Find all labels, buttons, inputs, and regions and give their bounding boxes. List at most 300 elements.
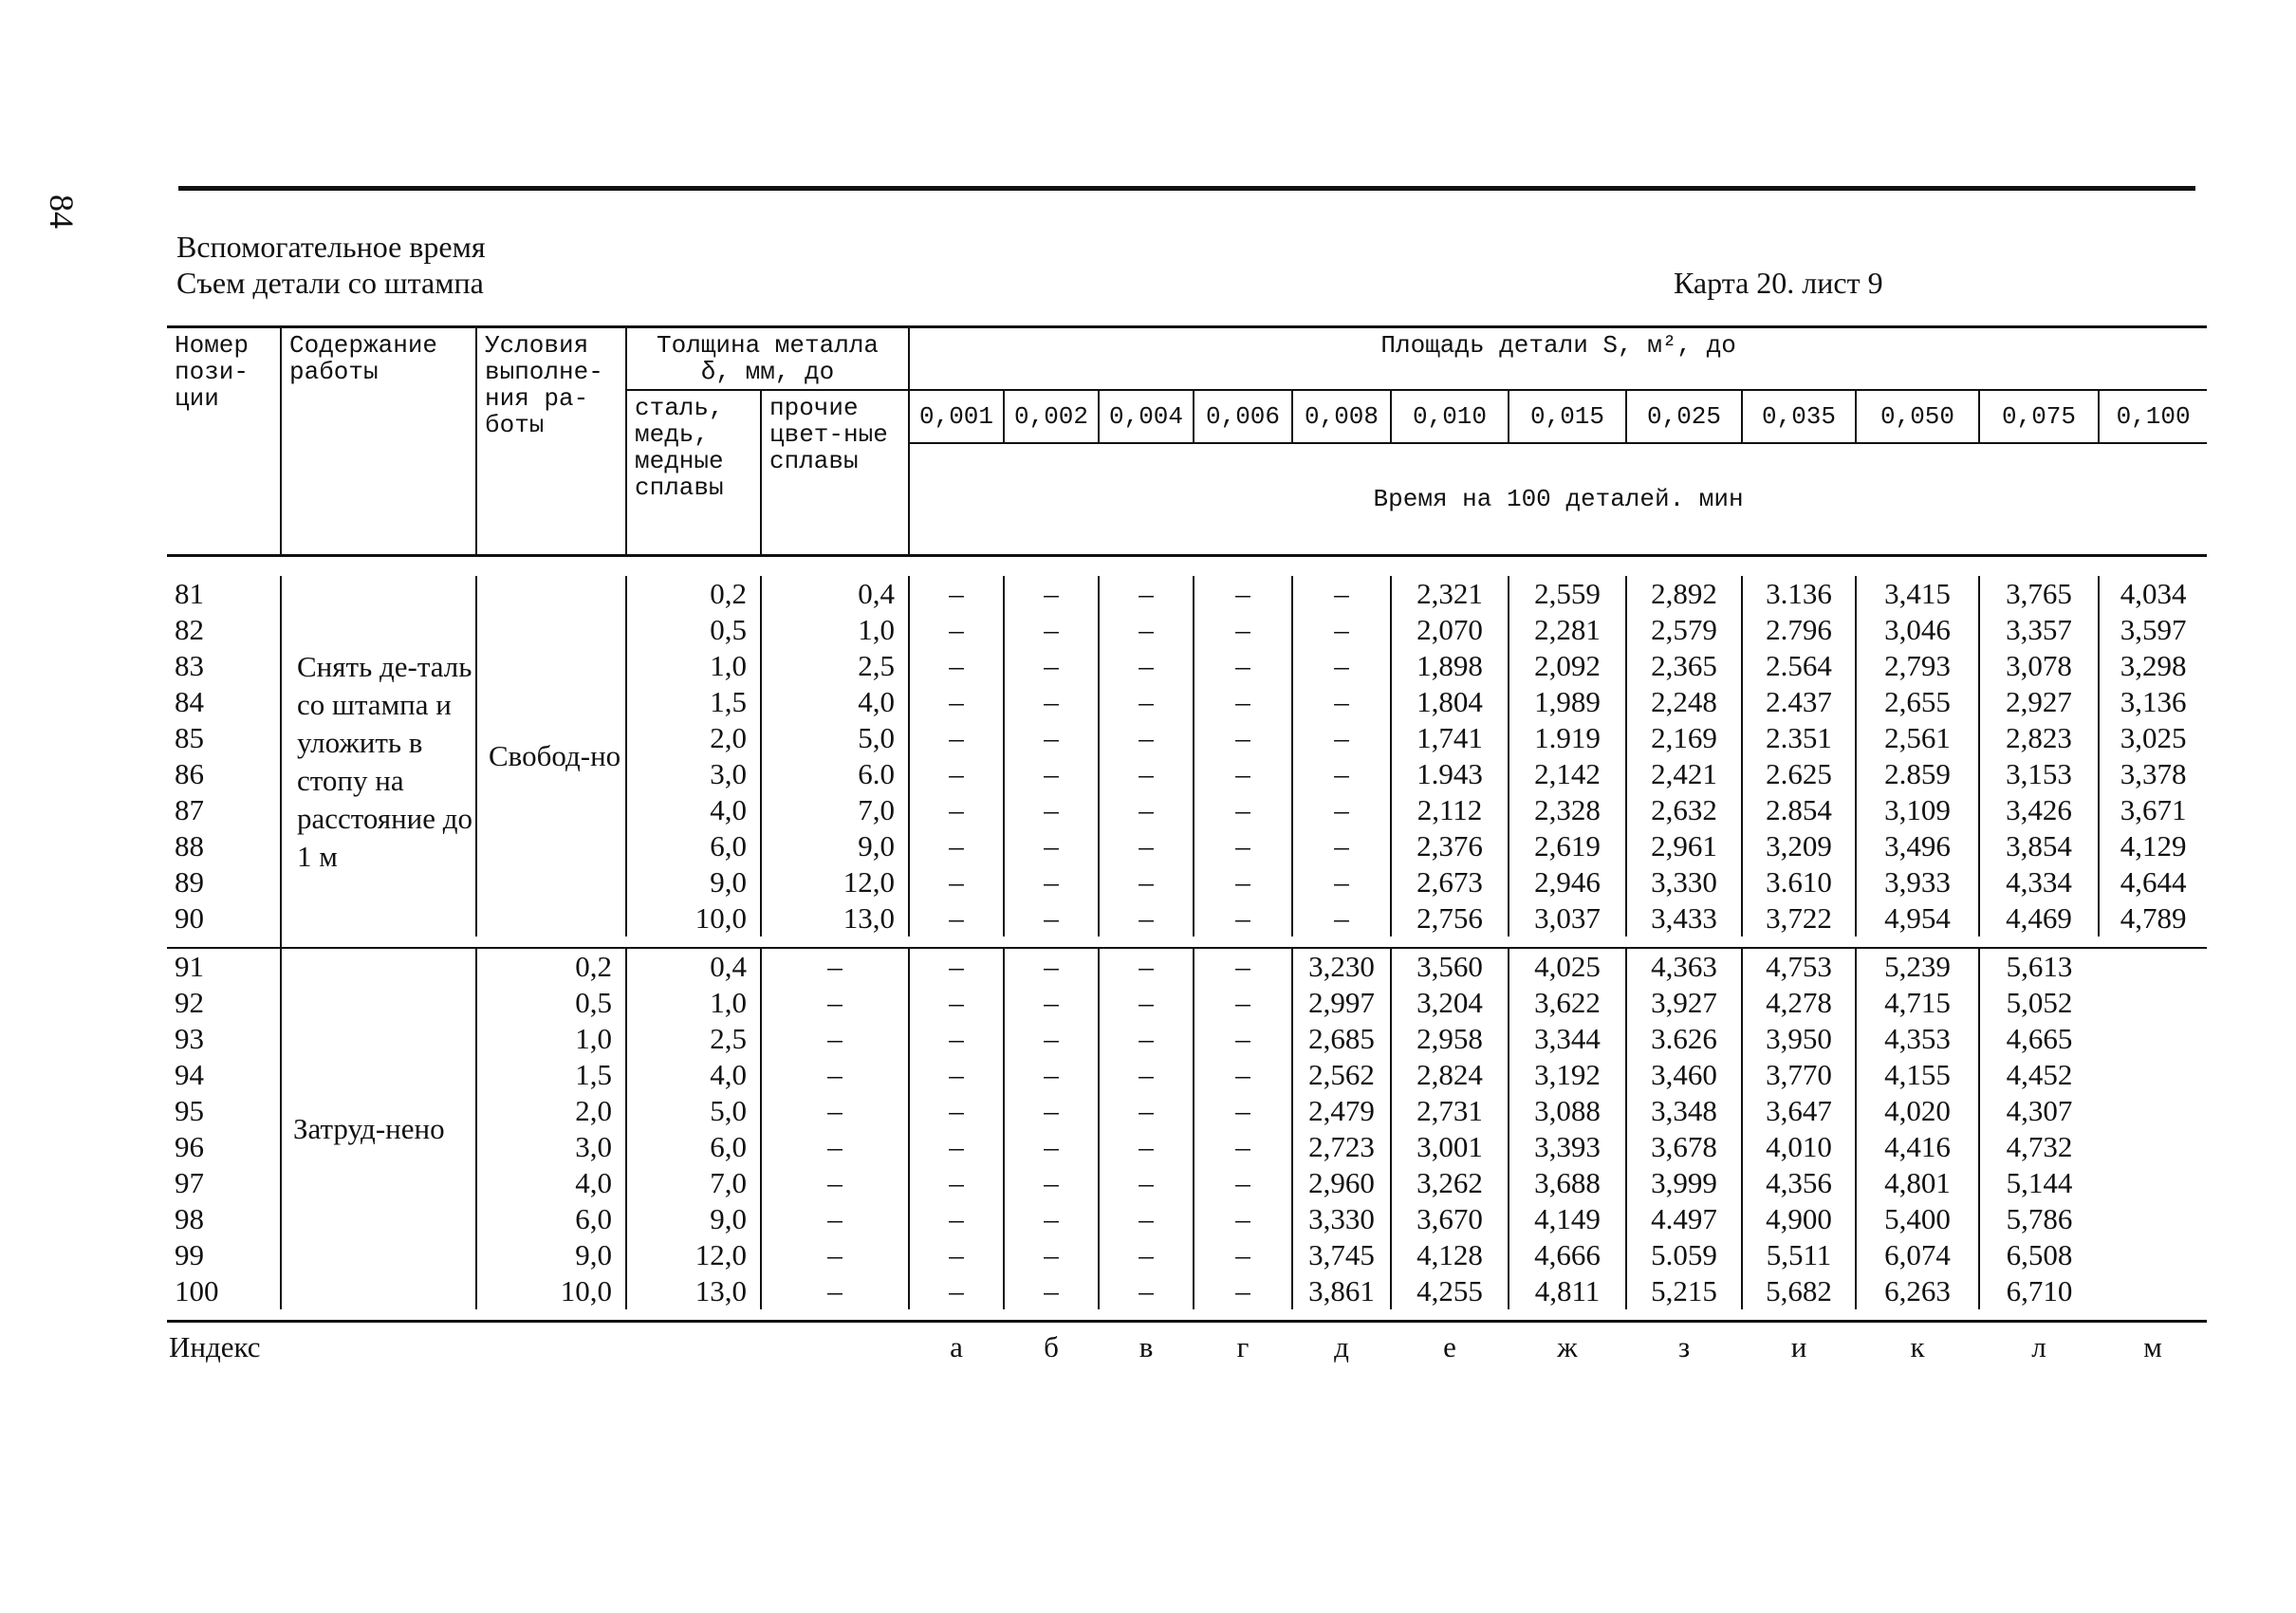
area-header-cell: 0,035 (1742, 390, 1856, 443)
table-cell: 1,989 (1534, 685, 1601, 718)
table-cell: 3,001 (1416, 1130, 1483, 1163)
table-cell: 1,804 (1416, 685, 1483, 718)
table-cell: 5,052 (2006, 986, 2073, 1019)
dash-column (909, 948, 1004, 1309)
table-cell: 5,400 (1884, 1202, 1951, 1235)
table-cell: 2,142 (1534, 757, 1601, 790)
table-cell: 2,365 (1651, 649, 1717, 682)
table-cell: 93 (175, 1022, 204, 1055)
table-cell: – (1139, 865, 1154, 899)
table-cell: 9,0 (575, 1238, 612, 1271)
index-letter: б (1004, 1321, 1099, 1364)
area-header-cell: 0,002 (1004, 390, 1099, 443)
table-cell: 3,426 (2006, 793, 2072, 826)
table-cell: 4,665 (2006, 1022, 2073, 1055)
table-cell: – (1044, 577, 1059, 610)
table-cell: – (949, 901, 964, 935)
table-cell: 3,078 (2006, 649, 2072, 682)
area-header-cell: 0,001 (909, 390, 1004, 443)
table-cell: – (1139, 1238, 1154, 1271)
time-column-z (1626, 576, 1742, 936)
table-cell: 2,756 (1416, 901, 1483, 935)
table-cell: 3,927 (1651, 986, 1717, 1019)
position-column (167, 576, 281, 936)
area-header-cell: 0,075 (1979, 390, 2099, 443)
table-cell: 85 (175, 721, 204, 754)
area-header-cell: 0,050 (1856, 390, 1979, 443)
table-cell: 3,950 (1766, 1022, 1832, 1055)
table-cell: 2,561 (1884, 721, 1951, 754)
table-cell: – (1139, 1058, 1154, 1091)
table-cell: – (827, 1022, 842, 1055)
time-column-m (1979, 948, 2099, 1309)
table-cell: 2,997 (1308, 986, 1375, 1019)
table-cell: 5,786 (2006, 1202, 2073, 1235)
table-cell: 99 (175, 1238, 204, 1271)
table-cell: – (949, 685, 964, 718)
table-cell: 4,353 (1884, 1022, 1951, 1055)
table-cell: 2,685 (1308, 1022, 1375, 1055)
table-cell: 4,129 (2120, 829, 2187, 862)
table-cell: 94 (175, 1058, 204, 1091)
table-cell: 3,415 (1884, 577, 1951, 610)
table-cell: 5,215 (1651, 1274, 1717, 1307)
table-cell: – (1235, 1058, 1250, 1091)
table-cell: – (949, 1130, 964, 1163)
table-cell: 4,278 (1766, 986, 1832, 1019)
table-cell: – (1334, 829, 1349, 862)
index-letter: л (1979, 1321, 2099, 1364)
table-cell: 3,192 (1534, 1058, 1601, 1091)
table-cell: 3,671 (2120, 793, 2187, 826)
table-cell: 0,4 (858, 577, 896, 610)
table-cell: 3,854 (2006, 829, 2072, 862)
table-cell: – (1139, 1166, 1154, 1199)
index-letter: з (1626, 1321, 1742, 1364)
table-cell: 95 (175, 1094, 204, 1127)
table-cell: 1,0 (858, 613, 896, 646)
header-area: Площадь детали S, м², до (909, 327, 2207, 391)
table-cell: 3,597 (2120, 613, 2187, 646)
table-cell: 4,010 (1766, 1130, 1832, 1163)
table-cell: – (1139, 1274, 1154, 1307)
table-cell: 2,321 (1416, 577, 1483, 610)
table-cell: 4,334 (2006, 865, 2072, 899)
table-cell: 0,2 (575, 950, 612, 983)
area-header-cell: 0,004 (1099, 390, 1194, 443)
position-column (167, 948, 281, 1309)
table-cell: – (1044, 986, 1059, 1019)
table-cell: – (827, 1238, 842, 1271)
table-cell: 3,496 (1884, 829, 1951, 862)
table-cell: – (1044, 901, 1059, 935)
table-cell: 3,357 (2006, 613, 2072, 646)
table-cell: – (827, 1130, 842, 1163)
table-cell: 4,469 (2006, 901, 2072, 935)
table-cell: 2.564 (1766, 649, 1832, 682)
table-cell: 2,421 (1651, 757, 1717, 790)
table-cell: 7,0 (858, 793, 896, 826)
table-cell: 2,961 (1651, 829, 1717, 862)
table-cell: – (1235, 649, 1250, 682)
index-letter: ж (1509, 1321, 1626, 1364)
table-cell: 3,0 (575, 1130, 612, 1163)
table-cell: 3,678 (1651, 1130, 1717, 1163)
table-cell: 2.351 (1766, 721, 1832, 754)
table-cell: 4,666 (1534, 1238, 1601, 1271)
table-cell: 2,328 (1534, 793, 1601, 826)
table-cell: 3,745 (1308, 1238, 1375, 1271)
header-thickness: Толщина металла δ, мм, до (626, 327, 909, 391)
table-cell: 3,647 (1766, 1094, 1832, 1127)
table-cell: 12,0 (694, 1238, 747, 1271)
dash-column (909, 576, 1004, 936)
table-cell: 2,248 (1651, 685, 1717, 718)
table-cell: – (1235, 1094, 1250, 1127)
table-cell: – (1235, 577, 1250, 610)
table-cell: 13,0 (694, 1274, 747, 1307)
table-cell: 6,074 (1884, 1238, 1951, 1271)
table-cell: 1,741 (1416, 721, 1483, 754)
table-cell: – (1044, 829, 1059, 862)
table-cell: 1.943 (1416, 757, 1483, 790)
table-cell: 4,149 (1534, 1202, 1601, 1235)
table-cell: 98 (175, 1202, 204, 1235)
dash-column (1099, 948, 1194, 1309)
table-cell: 4,801 (1884, 1166, 1951, 1199)
top-rule (178, 186, 2195, 191)
table-cell: 2.796 (1766, 613, 1832, 646)
table-cell: – (1235, 1202, 1250, 1235)
table-cell: – (1139, 757, 1154, 790)
area-header-cell: 0,010 (1391, 390, 1509, 443)
table-cell: – (1044, 793, 1059, 826)
time-column-i (1626, 948, 1742, 1309)
table-cell: 3,393 (1534, 1130, 1601, 1163)
table-cell: 6,0 (575, 1202, 612, 1235)
table-cell: – (949, 757, 964, 790)
index-letter: а (909, 1321, 1004, 1364)
table-cell: 2,824 (1416, 1058, 1483, 1091)
dash-column (1194, 576, 1292, 936)
table-cell: – (1044, 1166, 1059, 1199)
time-column-e (1391, 576, 1509, 936)
table-cell: – (1235, 950, 1250, 983)
table-cell: – (949, 613, 964, 646)
header-work: Содержание работы (281, 327, 476, 556)
table-cell: 0,5 (710, 613, 747, 646)
table-cell: – (827, 1166, 842, 1199)
table-cell: 2,793 (1884, 649, 1951, 682)
table-cell: 4,900 (1766, 1202, 1832, 1235)
header-other-alloys: прочие цвет-ные сплавы (761, 390, 909, 555)
table-cell: 2,169 (1651, 721, 1717, 754)
table-cell: – (827, 986, 842, 1019)
table-cell: 1,0 (710, 649, 747, 682)
table-cell: 10,0 (694, 901, 747, 935)
table-cell: 4,732 (2006, 1130, 2073, 1163)
table-cell: – (1139, 613, 1154, 646)
table-cell: 2,632 (1651, 793, 1717, 826)
table-cell: – (1235, 1130, 1250, 1163)
table-cell: 84 (175, 685, 204, 718)
dash-column (1292, 576, 1391, 936)
table-cell: 3,670 (1416, 1202, 1483, 1235)
table-cell: 6,508 (2006, 1238, 2073, 1271)
table-cell: – (1235, 793, 1250, 826)
table-cell: 87 (175, 793, 204, 826)
table-cell: 4,753 (1766, 950, 1832, 983)
table-cell: 2.859 (1884, 757, 1951, 790)
table-cell: 9,0 (858, 829, 896, 862)
table-cell: – (1235, 865, 1250, 899)
dash-column (1004, 948, 1099, 1309)
table-cell: – (1334, 721, 1349, 754)
table-cell: – (1235, 721, 1250, 754)
table-cell: 4,715 (1884, 986, 1951, 1019)
table-cell: 4,0 (575, 1166, 612, 1199)
time-column-k (1856, 576, 1979, 936)
table-cell: 5,511 (1766, 1238, 1832, 1271)
table-cell: 4,954 (1884, 901, 1951, 935)
table-cell: – (1235, 1238, 1250, 1271)
table-cell: 3,109 (1884, 793, 1951, 826)
condition-label: Свобод-но (476, 576, 626, 936)
table-cell: – (1139, 1202, 1154, 1235)
time-column-l (1979, 576, 2099, 936)
table-cell: – (1044, 757, 1059, 790)
table-cell: 4,363 (1651, 950, 1717, 983)
time-column-k (1742, 948, 1856, 1309)
table-cell: 1,0 (575, 1022, 612, 1055)
table-cell: 5,0 (710, 1094, 747, 1127)
table-cell: 2,479 (1308, 1094, 1375, 1127)
table-cell: 3.626 (1651, 1022, 1717, 1055)
table-cell: 9,0 (710, 1202, 747, 1235)
table-cell: 3,770 (1766, 1058, 1832, 1091)
table-cell: 6,263 (1884, 1274, 1951, 1307)
table-cell: 92 (175, 986, 204, 1019)
steel-thickness-column (626, 576, 761, 936)
table-cell: 82 (175, 613, 204, 646)
table-cell: – (1235, 1022, 1250, 1055)
table-cell: – (1139, 685, 1154, 718)
table-cell: 3,0 (710, 757, 747, 790)
table-cell: – (1139, 1130, 1154, 1163)
table-cell: 3,560 (1416, 950, 1483, 983)
table-cell: – (949, 1202, 964, 1235)
table-cell: – (1139, 721, 1154, 754)
table-cell: 3,025 (2120, 721, 2187, 754)
table-cell: 1,898 (1416, 649, 1483, 682)
dash-column (1194, 948, 1292, 1309)
table-cell: 2,958 (1416, 1022, 1483, 1055)
table-cell: 3,722 (1766, 901, 1832, 935)
table-cell: – (949, 721, 964, 754)
table-cell: – (1334, 865, 1349, 899)
table-cell: 4,025 (1534, 950, 1601, 983)
table-cell: – (1235, 829, 1250, 862)
time-column-i (1742, 576, 1856, 936)
index-letter: м (2099, 1321, 2207, 1364)
card-label: Карта 20. лист 9 (1674, 266, 1883, 300)
table-cell: 4,0 (858, 685, 896, 718)
table-cell: 3,688 (1534, 1166, 1601, 1199)
table-cell: 4,416 (1884, 1130, 1951, 1163)
table-cell: 91 (175, 950, 204, 983)
table-cell: 97 (175, 1166, 204, 1199)
group-block (167, 576, 2207, 936)
table-cell: – (1139, 986, 1154, 1019)
table-cell: 2,5 (710, 1022, 747, 1055)
table-cell: – (1044, 649, 1059, 682)
steel-thickness-column (476, 948, 626, 1309)
table-cell: 3,204 (1416, 986, 1483, 1019)
table-cell: 6.0 (858, 757, 896, 790)
area-header-cell: 0,100 (2099, 390, 2207, 443)
table-cell: 2,376 (1416, 829, 1483, 862)
table-cell: 4,034 (2120, 577, 2187, 610)
header-position: Номер пози-ции (167, 327, 281, 556)
table-cell: 1,5 (575, 1058, 612, 1091)
table-cell: – (949, 577, 964, 610)
table-cell: 2,559 (1534, 577, 1601, 610)
area-header-cell: 0,025 (1626, 390, 1742, 443)
table-cell: – (1334, 649, 1349, 682)
table-cell: – (949, 865, 964, 899)
table-cell: – (949, 1166, 964, 1199)
index-letter: д (1292, 1321, 1391, 1364)
time-column-m (2099, 576, 2207, 936)
section-title: Вспомогательное время (176, 230, 486, 264)
other-thickness-column (626, 948, 761, 1309)
table-cell: – (1139, 1022, 1154, 1055)
table-cell: 2,562 (1308, 1058, 1375, 1091)
table-cell: 3,348 (1651, 1094, 1717, 1127)
table-cell: 83 (175, 649, 204, 682)
table-cell: 13,0 (842, 901, 896, 935)
table-cell: 5,144 (2006, 1166, 2073, 1199)
table-cell: 2,0 (575, 1094, 612, 1127)
index-letter: к (1856, 1321, 1979, 1364)
table-cell: 5,613 (2006, 950, 2073, 983)
time-column-zh (1391, 948, 1509, 1309)
group-block (167, 948, 2207, 1309)
table-cell: – (1235, 613, 1250, 646)
table-cell: 5,239 (1884, 950, 1951, 983)
area-header-cell: 0,015 (1509, 390, 1626, 443)
table-cell: – (949, 986, 964, 1019)
table-cell: – (1235, 1274, 1250, 1307)
table-cell: 90 (175, 901, 204, 935)
table-cell: 5.059 (1651, 1238, 1717, 1271)
table-cell: – (827, 950, 842, 983)
table-cell: 5,0 (858, 721, 896, 754)
table-cell: – (1044, 721, 1059, 754)
table-cell: 2.854 (1766, 793, 1832, 826)
table-cell: 3.136 (1766, 577, 1832, 610)
other-thickness-column (761, 576, 909, 936)
section-subtitle: Съем детали со штампа (176, 266, 484, 300)
dash-column (1004, 576, 1099, 936)
time-column-e (1292, 948, 1391, 1309)
table-cell: 3,230 (1308, 950, 1375, 983)
table-cell: 2,281 (1534, 613, 1601, 646)
table-cell: – (827, 1202, 842, 1235)
time-column-l (1856, 948, 1979, 1309)
table-cell: – (1044, 1058, 1059, 1091)
index-letter: в (1099, 1321, 1194, 1364)
table-cell: – (1334, 577, 1349, 610)
table-cell: – (827, 1274, 842, 1307)
table-cell: 4,155 (1884, 1058, 1951, 1091)
table-cell: – (1044, 1274, 1059, 1307)
table-cell: 3,460 (1651, 1058, 1717, 1091)
table-cell: 10,0 (560, 1274, 612, 1307)
table-cell: – (949, 649, 964, 682)
table-cell: 89 (175, 865, 204, 899)
table-cell: – (1235, 901, 1250, 935)
table-cell: 3,861 (1308, 1274, 1375, 1307)
table-cell: 2,960 (1308, 1166, 1375, 1199)
page-number: 84 (43, 195, 81, 229)
table-cell: 6,0 (710, 829, 747, 862)
table-cell: 9,0 (710, 865, 747, 899)
table-cell: 4,020 (1884, 1094, 1951, 1127)
table-cell: 2,927 (2006, 685, 2072, 718)
table-cell: 88 (175, 829, 204, 862)
table-cell: 2.625 (1766, 757, 1832, 790)
table-cell: – (1044, 950, 1059, 983)
table-cell: 96 (175, 1130, 204, 1163)
table-cell: 3,344 (1534, 1022, 1601, 1055)
table-cell: – (1235, 986, 1250, 1019)
time-column-zh (1509, 576, 1626, 936)
table-cell: – (1044, 1022, 1059, 1055)
table-cell: 4,255 (1416, 1274, 1483, 1307)
table-cell: 3.610 (1766, 865, 1832, 899)
table-cell: 2,731 (1416, 1094, 1483, 1127)
dash-column (761, 948, 909, 1309)
index-label: Индекс (167, 1321, 626, 1364)
table-cell: 12,0 (842, 865, 896, 899)
table-cell: 3,037 (1534, 901, 1601, 935)
condition-label: Затруд-нено (281, 948, 476, 1309)
table-cell: – (1334, 757, 1349, 790)
table-cell: 2.437 (1766, 685, 1832, 718)
table-cell: 2,823 (2006, 721, 2072, 754)
index-letter: г (1194, 1321, 1292, 1364)
table-cell: 3,999 (1651, 1166, 1717, 1199)
table-cell: – (827, 1058, 842, 1091)
table-cell: – (1139, 649, 1154, 682)
table-cell: 4.497 (1651, 1202, 1717, 1235)
table-cell: 86 (175, 757, 204, 790)
table-cell: – (827, 1094, 842, 1127)
table-cell: 3,330 (1651, 865, 1717, 899)
table-cell: – (949, 793, 964, 826)
table-cell: 2,655 (1884, 685, 1951, 718)
table-cell: 4,789 (2120, 901, 2187, 935)
table-cell: – (949, 950, 964, 983)
table-cell: – (949, 1274, 964, 1307)
table-cell: 3,262 (1416, 1166, 1483, 1199)
table-cell: 3,330 (1308, 1202, 1375, 1235)
table-cell: – (1044, 1238, 1059, 1271)
table-cell: 100 (175, 1274, 219, 1307)
table-cell: – (1044, 865, 1059, 899)
table-cell: 2,112 (1416, 793, 1483, 826)
